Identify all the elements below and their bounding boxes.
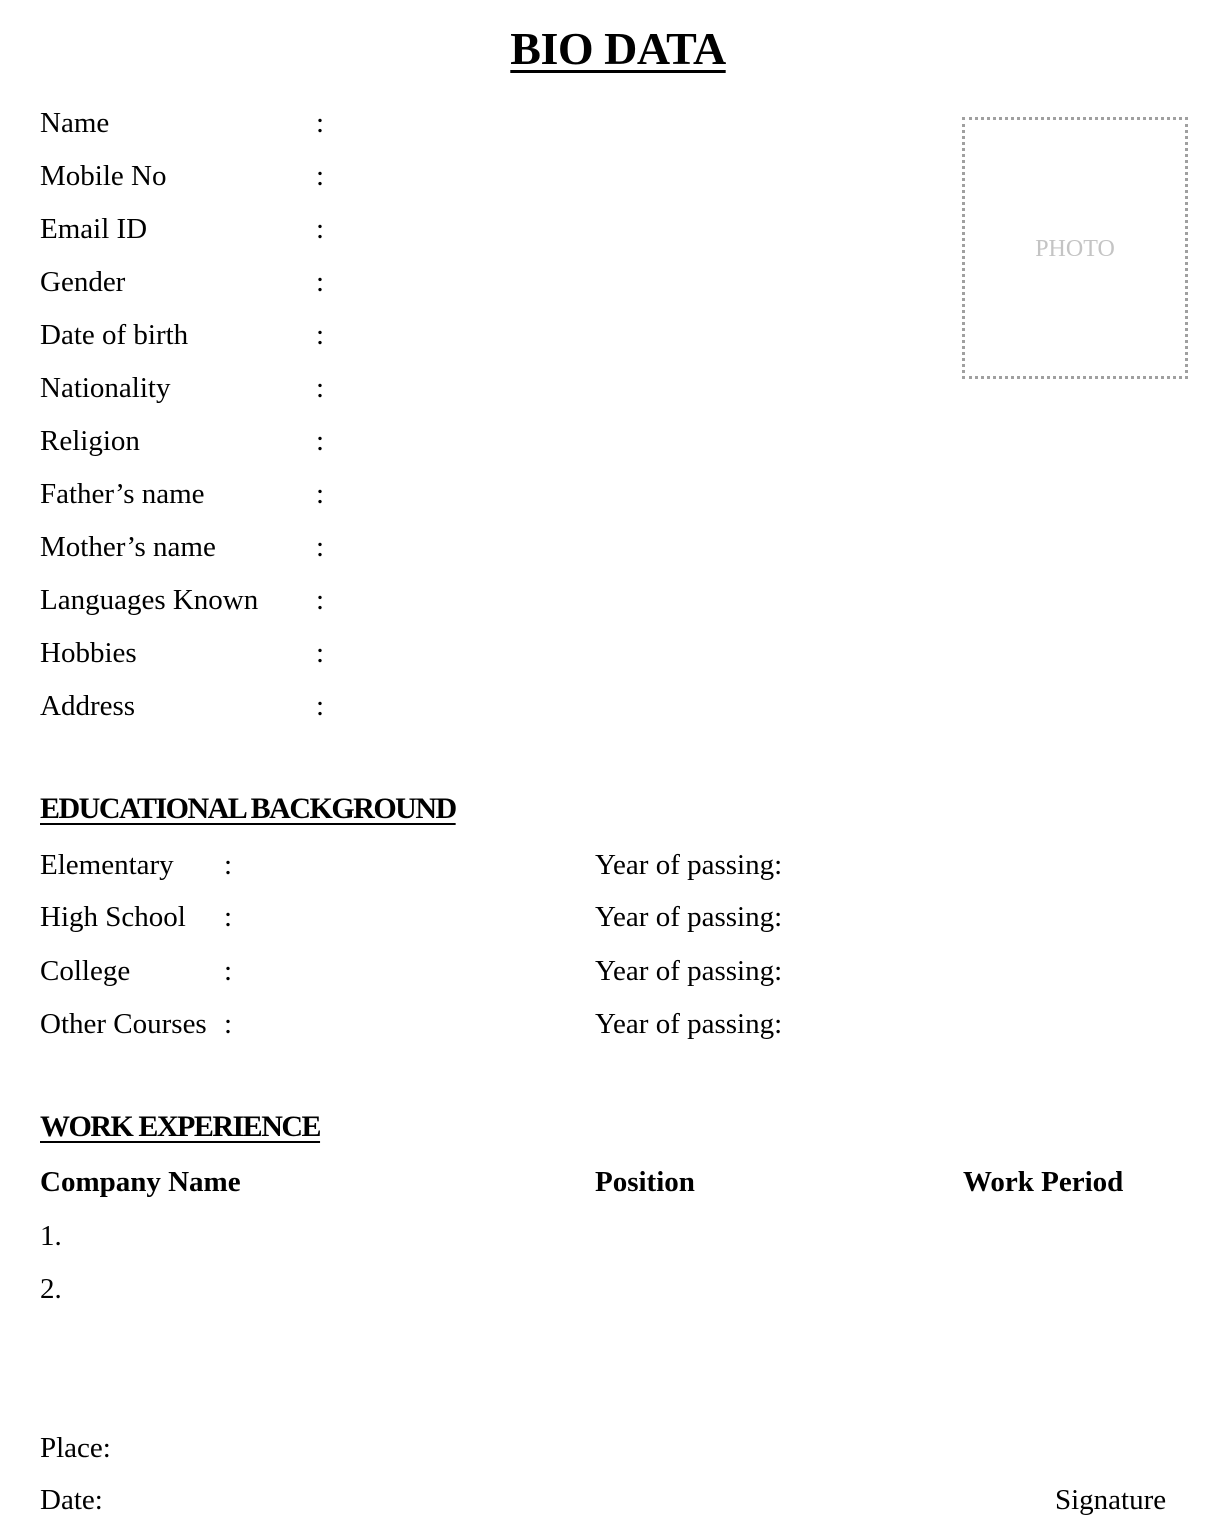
photo-placeholder-label: PHOTO xyxy=(1035,236,1115,262)
place-label: Place: xyxy=(40,1432,111,1464)
column-header-work-period: Work Period xyxy=(963,1166,1124,1198)
education-label-elementary: Elementary xyxy=(40,849,174,881)
field-label-languages: Languages Known xyxy=(40,584,259,616)
year-of-passing-label: Year of passing: xyxy=(595,849,783,881)
field-label-mother: Mother’s name xyxy=(40,531,216,563)
field-label-father: Father’s name xyxy=(40,478,205,510)
field-separator: : xyxy=(316,425,325,457)
photo-placeholder-box xyxy=(962,117,1188,379)
field-label-mobile: Mobile No xyxy=(40,160,167,192)
field-separator: : xyxy=(224,955,233,987)
field-separator: : xyxy=(316,637,325,669)
field-label-hobbies: Hobbies xyxy=(40,637,137,669)
field-separator: : xyxy=(316,584,325,616)
field-label-dob: Date of birth xyxy=(40,319,189,351)
date-label: Date: xyxy=(40,1484,103,1516)
field-separator: : xyxy=(316,266,325,298)
field-separator: : xyxy=(316,531,325,563)
field-label-email: Email ID xyxy=(40,213,148,245)
column-header-position: Position xyxy=(595,1166,695,1198)
education-heading: EDUCATIONAL BACKGROUND xyxy=(40,792,456,825)
field-label-gender: Gender xyxy=(40,266,126,298)
work-row-number: 2. xyxy=(40,1273,62,1305)
field-separator: : xyxy=(316,107,325,139)
field-label-address: Address xyxy=(40,690,136,722)
field-separator: : xyxy=(224,1008,233,1040)
field-label-name: Name xyxy=(40,107,110,139)
field-separator: : xyxy=(224,849,233,881)
page-title: BIO DATA xyxy=(510,23,726,74)
year-of-passing-label: Year of passing: xyxy=(595,901,783,933)
work-row-number: 1. xyxy=(40,1220,62,1252)
field-label-religion: Religion xyxy=(40,425,140,457)
work-heading: WORK EXPERIENCE xyxy=(40,1110,321,1143)
field-separator: : xyxy=(316,319,325,351)
year-of-passing-label: Year of passing: xyxy=(595,1008,783,1040)
field-label-nationality: Nationality xyxy=(40,372,171,404)
education-label-other-courses: Other Courses xyxy=(40,1008,207,1040)
field-separator: : xyxy=(316,690,325,722)
field-separator: : xyxy=(316,213,325,245)
year-of-passing-label: Year of passing: xyxy=(595,955,783,987)
field-separator: : xyxy=(316,160,325,192)
education-label-college: College xyxy=(40,955,131,987)
signature-label: Signature xyxy=(1055,1484,1167,1516)
field-separator: : xyxy=(316,478,325,510)
field-separator: : xyxy=(316,372,325,404)
education-label-high-school: High School xyxy=(40,901,186,933)
column-header-company: Company Name xyxy=(40,1166,241,1198)
field-separator: : xyxy=(224,901,233,933)
